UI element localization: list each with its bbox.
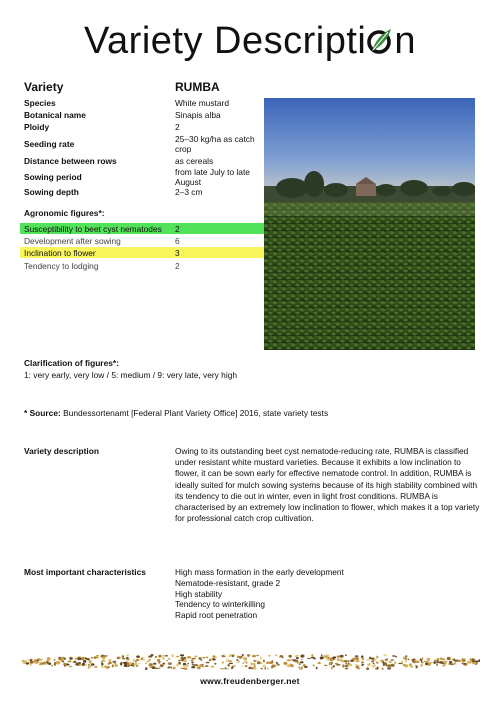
- mustard-field-photo: [264, 98, 475, 350]
- spec-label: Ploidy: [24, 122, 50, 132]
- characteristics-list: [175, 567, 344, 621]
- source-note: [24, 408, 328, 419]
- agronomic-label: Tendency to lodging: [24, 261, 99, 271]
- description-label: Variety description: [24, 446, 99, 456]
- spec-label: Species: [24, 98, 56, 108]
- characteristics-label: Most important characteristics: [24, 567, 146, 577]
- list-item: Nematode-resistant, grade 2: [175, 577, 281, 588]
- seed-strip-decoration: [22, 654, 480, 670]
- spec-value: 2: [175, 122, 180, 132]
- spec-label: Botanical name: [24, 110, 86, 120]
- clarification-text: 1: very early, very low / 5: medium / 9: very late, very high: [24, 370, 238, 380]
- spec-label: Sowing depth: [24, 187, 79, 197]
- agronomic-value: 6: [175, 236, 180, 246]
- list-item: High stability: [175, 588, 223, 599]
- spec-value: as cereals: [175, 156, 214, 166]
- title-part-1: Variety Descripti: [84, 20, 367, 62]
- spec-value-line: from late July to late: [175, 167, 250, 177]
- spec-value: 2–3 cm: [175, 187, 203, 197]
- list-item: Tendency to winterkilling: [175, 599, 265, 610]
- spec-label: Sowing period: [24, 172, 82, 182]
- agronomic-value: 2: [175, 261, 180, 271]
- variety-label: Variety: [24, 80, 64, 94]
- clarification-heading: Clarification of figures*:: [24, 358, 119, 368]
- website-link[interactable]: www.freudenberger.net: [200, 676, 300, 686]
- agronomic-value: 3: [175, 248, 180, 258]
- variety-value: RUMBA: [175, 80, 220, 94]
- spec-label: Seeding rate: [24, 139, 75, 149]
- spec-value: White mustard: [175, 98, 229, 108]
- spec-value-line: August: [175, 177, 202, 187]
- agronomic-label: Susceptibility to beet cyst nematodes: [24, 224, 162, 234]
- spec-value-line: crop: [175, 144, 192, 154]
- list-item: Rapid root penetration: [175, 610, 258, 621]
- page-title: [0, 20, 500, 63]
- spec-value: Sinapis alba: [175, 110, 221, 120]
- leaf-logo-icon: [366, 25, 394, 55]
- list-item: High mass formation in the early development: [175, 567, 344, 577]
- agronomic-label: Inclination to flower: [24, 248, 96, 258]
- agronomic-heading: Agronomic figures*:: [24, 208, 105, 218]
- agronomic-label: Development after sowing: [24, 236, 121, 246]
- source-label: * Source:: [24, 408, 61, 418]
- description-text: Owing to its outstanding beet cyst nematode-reducing rate, RUMBA is classified under resistant white mustard varieties. Because it exhibits a low inclination to flower, it can be sown early for effective nematode control. In addition, RUMBA is ideally suited for mulch sowing systems because of its high stability combined with its tendency to die out in winter, even in light frost conditions. RUMBA is characterised by an extremely low inclination to flower, which makes it a top variety for professional catch crop cultivation.: [175, 446, 480, 524]
- spec-label: Distance between rows: [24, 156, 117, 166]
- spec-value-line: 25–30 kg/ha as catch: [175, 134, 255, 144]
- agronomic-value: 2: [175, 224, 180, 234]
- title-part-2: n: [394, 20, 416, 62]
- source-text: Bundessortenamt [Federal Plant Variety Office] 2016, state variety tests: [60, 408, 329, 418]
